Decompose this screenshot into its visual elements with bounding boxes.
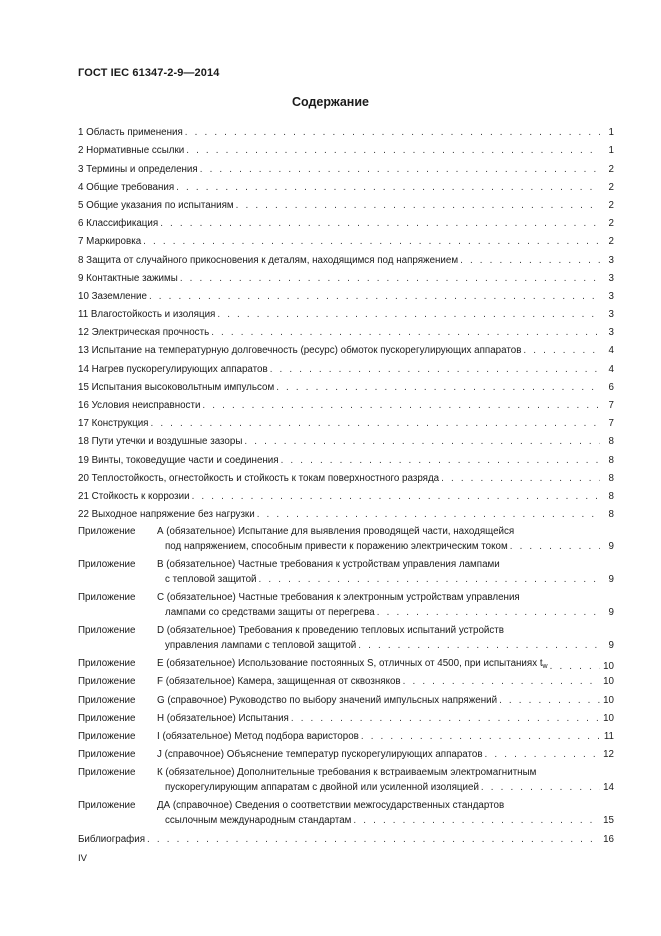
toc-entry-title: 12 Электрическая прочность [78, 327, 210, 339]
toc-entry-page: 3 [608, 327, 614, 339]
appendix-line2 [78, 541, 614, 553]
toc-entry-page: 7 [608, 418, 614, 430]
appendix-line1 [78, 592, 520, 604]
leader-dots [281, 455, 600, 469]
toc-entry-page: 2 [608, 199, 614, 211]
appendix-title-cont: под напряжением, способным привести к поражению электрическим током [165, 541, 508, 553]
toc-entry[interactable] [78, 323, 614, 341]
toc-entry[interactable] [78, 450, 614, 468]
appendix-label: Приложение [78, 749, 136, 761]
toc-entry-page: 11 [603, 730, 614, 742]
toc-entry-page: 7 [608, 400, 614, 411]
toc-entry-page: 10 [603, 694, 614, 706]
leader-dots [523, 345, 600, 359]
toc-entry[interactable] [78, 359, 614, 377]
leader-dots [185, 127, 600, 141]
toc-entry[interactable] [78, 505, 614, 523]
appendix-title-cont: управления лампами с тепловой защитой [165, 640, 357, 652]
leader-dots [550, 661, 600, 673]
appendix-label: Приложение [78, 712, 136, 724]
toc-entry[interactable] [78, 178, 614, 196]
toc-entry-page: 2 [608, 181, 614, 193]
toc-entry-page: 9 [608, 640, 614, 652]
appendix-title: J (справочное) Объяснение температур пускорегулирующих аппаратов [157, 749, 483, 761]
appendix-label: Приложение [78, 800, 136, 812]
toc-appendix-entry[interactable] [78, 673, 614, 691]
leader-dots [499, 695, 600, 707]
appendix-heading [78, 731, 361, 743]
leader-dots [377, 607, 600, 619]
toc-entry[interactable] [78, 305, 614, 323]
toc-entry-page: 10 [603, 712, 614, 724]
toc-entry-title: 2 Нормативные ссылки [78, 145, 185, 157]
toc-entry-page: 16 [603, 834, 614, 846]
toc-entry-page: 1 [608, 145, 614, 157]
toc-title: Содержание [291, 95, 369, 109]
leader-dots [259, 574, 600, 586]
toc-entry-page: 9 [608, 607, 614, 619]
toc-entry-page: 10 [603, 661, 614, 673]
toc-entry[interactable] [78, 287, 614, 305]
appendix-label: Приложение [78, 676, 136, 688]
toc-entry[interactable] [78, 378, 614, 396]
page-number: IV [78, 853, 87, 864]
appendix-title-cont: с тепловой защитой [165, 574, 257, 586]
leader-dots [186, 145, 600, 159]
toc-entry-title: 3 Термины и определения [78, 163, 198, 175]
appendix-line2 [78, 607, 614, 619]
toc-entry-page: 3 [608, 309, 614, 321]
leader-dots [244, 436, 600, 450]
toc-entry-title: 4 Общие требования [78, 181, 175, 193]
toc-appendix-entry[interactable] [78, 797, 614, 830]
leader-dots [358, 640, 600, 652]
toc-entry-page: 3 [608, 290, 614, 302]
appendix-line1 [78, 749, 614, 761]
appendix-label: Приложение [78, 658, 136, 670]
toc-entry-title: 9 Контактные зажимы [78, 272, 178, 284]
leader-dots [291, 713, 600, 725]
toc-entry-page: 14 [603, 782, 614, 794]
appendix-title: К (обязательное) Дополнительные требования к встраиваемым электромагнитным [157, 767, 537, 779]
leader-dots [485, 749, 600, 761]
toc-entry-title: 18 Пути утечки и воздушные зазоры [78, 436, 243, 448]
appendix-title-cont: пускорегулирующим аппаратам с двойной или усиленной изоляцией [165, 782, 479, 794]
toc-entry-page: 10 [603, 676, 614, 688]
bibliography-title: Библиография [78, 834, 146, 846]
appendix-title: Н (обязательное) Испытания [157, 712, 289, 724]
appendix-heading [78, 658, 550, 673]
appendix-title: А (обязательное) Испытание для выявления проводящей части, находящейся [157, 526, 515, 538]
appendix-line2 [78, 815, 614, 827]
toc-entry-page: 2 [608, 163, 614, 175]
toc-entry-title: 19 Винты, токоведущие части и соединения [78, 454, 279, 466]
toc-entry-title: 6 Классификация [78, 218, 159, 230]
toc-entry[interactable] [78, 196, 614, 214]
toc-entry-title: 20 Теплостойкость, огнестойкость и стойкость к токам поверхностного разряда [78, 472, 440, 484]
table-of-contents [78, 123, 614, 848]
appendix-line1 [78, 676, 614, 688]
appendix-title: F (обязательное) Камера, защищенная от сквозняков [157, 676, 401, 688]
toc-entry-title: 16 Условия неисправности [78, 400, 201, 411]
toc-entry-title: 15 Испытания высоковольтным импульсом [78, 381, 275, 393]
toc-entry-title: 7 Маркировка [78, 236, 142, 248]
toc-entry-page: 3 [608, 254, 614, 266]
toc-appendix-entry[interactable] [78, 746, 614, 764]
appendix-label: Приложение [78, 559, 136, 571]
leader-dots [257, 509, 600, 523]
toc-entry[interactable] [78, 341, 614, 359]
toc-appendix-entry[interactable] [78, 523, 614, 556]
standard-header: ГОСТ IEC 61347-2-9—2014 [78, 67, 220, 79]
appendix-title: Е (обязательное) Использование постоянных S, отличных от 4500, при испытаниях t [157, 658, 543, 670]
toc-entry-title: 5 Общие указания по испытаниям [78, 199, 234, 211]
appendix-title: ДА (справочное) Сведения о соответствии межгосударственных стандартов [157, 800, 505, 812]
leader-dots [481, 782, 600, 794]
toc-appendix-entry[interactable] [78, 728, 614, 746]
appendix-line1 [78, 731, 614, 743]
appendix-title-cont: ссылочным международным стандартам [165, 815, 352, 827]
appendix-line1 [78, 559, 500, 571]
appendix-line1 [78, 526, 514, 538]
toc-entry-title: 11 Влагостойкость и изоляция [78, 309, 216, 321]
toc-entry[interactable] [78, 432, 614, 450]
appendix-line2 [78, 574, 614, 586]
toc-entry-title: 21 Стойкость к коррозии [78, 490, 190, 502]
toc-entry-page: 3 [608, 272, 614, 284]
appendix-line1 [78, 695, 614, 707]
leader-dots [276, 382, 600, 396]
leader-dots [180, 273, 600, 287]
appendix-title: I (обязательное) Метод подбора варисторов [157, 730, 359, 742]
appendix-line1 [78, 658, 614, 673]
toc-entry-page: 15 [603, 815, 614, 827]
toc-entry-title: 14 Нагрев пускорегулирующих аппаратов [78, 363, 268, 375]
leader-dots [176, 182, 600, 196]
leader-dots [353, 815, 600, 827]
toc-entry-page: 8 [608, 472, 614, 484]
toc-entry-page: 4 [608, 363, 614, 375]
toc-entry-page: 2 [608, 218, 614, 230]
appendix-label: Приложение [78, 730, 136, 742]
appendix-label: Приложение [78, 592, 136, 604]
appendix-title-subscript: w [542, 663, 548, 671]
appendix-title: С (обязательное) Частные требования к электронным устройствам управления [157, 592, 520, 604]
appendix-line1 [78, 625, 504, 637]
toc-entry[interactable] [78, 159, 614, 177]
appendix-line1 [78, 767, 536, 779]
toc-appendix-entry[interactable] [78, 692, 614, 710]
toc-entry-page: 4 [608, 345, 614, 357]
toc-entry[interactable] [78, 414, 614, 432]
leader-dots [150, 418, 600, 432]
appendix-line2 [78, 782, 614, 794]
appendix-title: D (обязательное) Требования к проведению тепловых испытаний устройств [157, 625, 504, 637]
appendix-title-cont: лампами со средствами защиты от перегрева [165, 607, 375, 619]
leader-dots [160, 218, 600, 232]
appendix-heading [78, 676, 403, 688]
leader-dots [270, 364, 600, 378]
appendix-line1 [78, 800, 504, 812]
leader-dots [403, 676, 600, 688]
toc-appendix-entry[interactable] [78, 622, 614, 655]
appendix-heading [78, 695, 499, 707]
toc-entry[interactable] [78, 141, 614, 159]
appendix-heading [78, 713, 291, 725]
toc-appendix-entry[interactable] [78, 556, 614, 589]
toc-entry[interactable] [78, 469, 614, 487]
appendix-title: В (обязательное) Частные требования к устройствам управления лампами [157, 559, 500, 571]
leader-dots [217, 309, 600, 323]
toc-entry-page: 2 [608, 236, 614, 248]
toc-entry[interactable] [78, 123, 614, 141]
appendix-heading [78, 749, 485, 761]
toc-entry-title: 13 Испытание на температурную долговечность (ресурс) обмоток пускорегулирующих аппаратов [78, 345, 522, 357]
toc-appendix-entry[interactable] [78, 710, 614, 728]
toc-entry-page: 6 [608, 381, 614, 393]
leader-dots [202, 400, 600, 414]
leader-dots [460, 255, 600, 269]
toc-entry[interactable] [78, 232, 614, 250]
toc-entry[interactable] [78, 396, 614, 414]
toc-entry-title: 10 Заземление [78, 290, 147, 302]
appendix-title: G (справочное) Руководство по выбору значений импульсных напряжений [157, 694, 498, 706]
appendix-line1 [78, 713, 614, 725]
leader-dots [149, 291, 600, 305]
toc-entry-page: 8 [608, 436, 614, 448]
toc-entry-title: 1 Область применения [78, 127, 183, 139]
toc-appendix-entry[interactable] [78, 589, 614, 622]
toc-entry-page: 8 [608, 490, 614, 502]
appendix-label: Приложение [78, 694, 136, 706]
leader-dots [211, 327, 600, 341]
toc-entry-title: 8 Защита от случайного прикосновения к деталям, находящимся под напряжением [78, 254, 459, 266]
toc-entry[interactable] [78, 214, 614, 232]
leader-dots [236, 200, 600, 214]
toc-bibliography[interactable] [78, 830, 614, 848]
leader-dots [441, 473, 600, 487]
leader-dots [361, 731, 600, 743]
toc-appendix-entry[interactable] [78, 764, 614, 797]
appendix-line2 [78, 640, 614, 652]
leader-dots [143, 236, 600, 250]
toc-entry-page: 8 [608, 454, 614, 466]
toc-entry-page: 1 [608, 127, 614, 139]
toc-entry-page: 8 [608, 509, 614, 521]
leader-dots [147, 834, 600, 848]
appendix-label: Приложение [78, 767, 136, 779]
toc-entry[interactable] [78, 250, 614, 268]
toc-entry-title: 22 Выходное напряжение без нагрузки [78, 509, 255, 521]
leader-dots [200, 164, 600, 178]
toc-appendix-entry[interactable] [78, 655, 614, 673]
leader-dots [510, 541, 600, 553]
toc-entry[interactable] [78, 487, 614, 505]
toc-entry-page: 9 [608, 541, 614, 553]
toc-entry[interactable] [78, 269, 614, 287]
appendix-label: Приложение [78, 625, 136, 637]
appendix-label: Приложение [78, 526, 136, 538]
toc-entry-page: 12 [603, 749, 614, 761]
toc-entry-title: 17 Конструкция [78, 418, 149, 430]
leader-dots [192, 491, 600, 505]
toc-entry-page: 9 [608, 574, 614, 586]
